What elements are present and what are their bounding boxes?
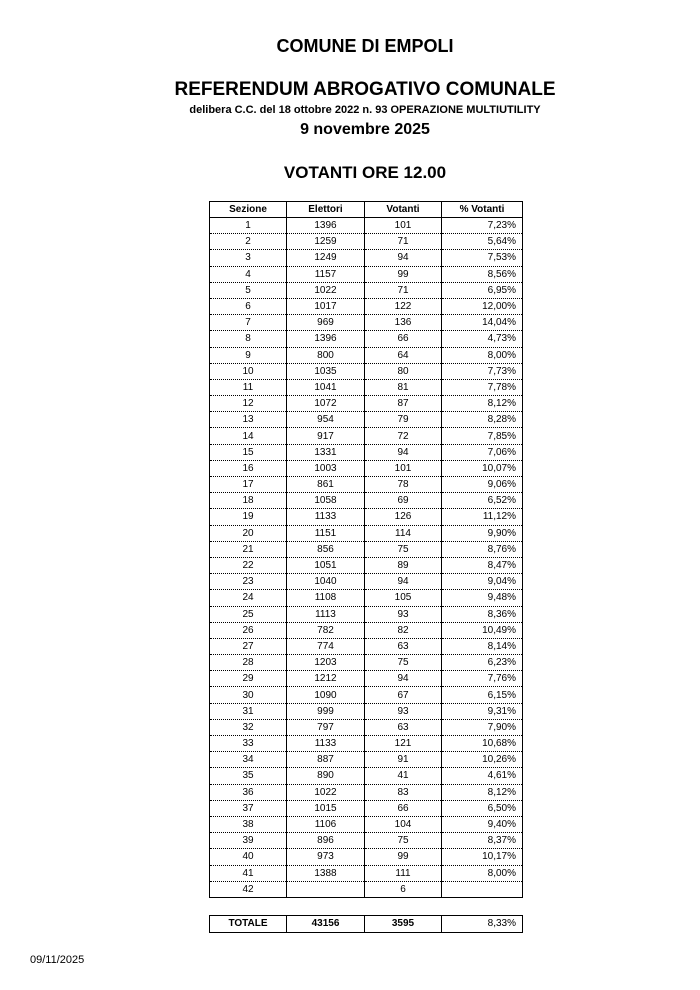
cell-sezione: 4 — [210, 266, 287, 282]
cell-percent-votanti: 9,48% — [442, 590, 523, 606]
cell-votanti: 126 — [365, 509, 442, 525]
cell-sezione: 29 — [210, 671, 287, 687]
cell-percent-votanti: 6,23% — [442, 655, 523, 671]
cell-sezione: 42 — [210, 881, 287, 897]
cell-votanti: 75 — [365, 833, 442, 849]
table-row — [210, 379, 523, 395]
total-table — [209, 915, 523, 933]
cell-elettori: 1108 — [287, 590, 365, 606]
cell-elettori: 1106 — [287, 816, 365, 832]
cell-percent-votanti: 8,00% — [442, 347, 523, 363]
cell-percent-votanti: 10,68% — [442, 736, 523, 752]
column-header-percent-votanti: % Votanti — [442, 202, 523, 218]
cell-sezione: 7 — [210, 315, 287, 331]
cell-votanti: 41 — [365, 768, 442, 784]
referendum-date: 9 novembre 2025 — [300, 121, 430, 138]
column-header-elettori: Elettori — [287, 202, 365, 218]
cell-sezione: 1 — [210, 218, 287, 234]
cell-votanti: 69 — [365, 493, 442, 509]
cell-percent-votanti: 8,28% — [442, 412, 523, 428]
cell-votanti: 66 — [365, 331, 442, 347]
table-header-row — [210, 202, 523, 218]
cell-sezione: 24 — [210, 590, 287, 606]
cell-elettori: 782 — [287, 622, 365, 638]
cell-elettori: 887 — [287, 752, 365, 768]
cell-elettori: 797 — [287, 719, 365, 735]
cell-votanti: 94 — [365, 444, 442, 460]
cell-percent-votanti: 10,17% — [442, 849, 523, 865]
cell-sezione: 18 — [210, 493, 287, 509]
cell-elettori: 1133 — [287, 509, 365, 525]
cell-sezione: 13 — [210, 412, 287, 428]
cell-votanti: 71 — [365, 282, 442, 298]
cell-votanti: 101 — [365, 218, 442, 234]
cell-elettori: 861 — [287, 477, 365, 493]
table-row — [210, 347, 523, 363]
cell-percent-votanti: 8,37% — [442, 833, 523, 849]
cell-sezione: 11 — [210, 379, 287, 395]
cell-votanti: 136 — [365, 315, 442, 331]
cell-votanti: 93 — [365, 606, 442, 622]
table-row — [210, 444, 523, 460]
table-row — [210, 833, 523, 849]
table-row — [210, 865, 523, 881]
cell-votanti: 101 — [365, 460, 442, 476]
total-votanti: 3595 — [365, 916, 442, 933]
table-row — [210, 574, 523, 590]
table-row — [210, 719, 523, 735]
cell-elettori: 1090 — [287, 687, 365, 703]
cell-elettori: 917 — [287, 428, 365, 444]
cell-elettori: 1072 — [287, 396, 365, 412]
cell-percent-votanti: 5,64% — [442, 234, 523, 250]
cell-sezione: 31 — [210, 703, 287, 719]
cell-elettori: 1133 — [287, 736, 365, 752]
cell-sezione: 8 — [210, 331, 287, 347]
footer-date: 09/11/2025 — [30, 954, 85, 966]
cell-percent-votanti: 10,49% — [442, 622, 523, 638]
table-row — [210, 557, 523, 573]
table-row — [210, 816, 523, 832]
table-row — [210, 315, 523, 331]
cell-percent-votanti: 7,73% — [442, 363, 523, 379]
cell-elettori: 1396 — [287, 331, 365, 347]
cell-sezione: 20 — [210, 525, 287, 541]
cell-elettori: 1151 — [287, 525, 365, 541]
table-row — [210, 768, 523, 784]
cell-sezione: 6 — [210, 298, 287, 314]
cell-sezione: 37 — [210, 800, 287, 816]
cell-percent-votanti: 9,40% — [442, 816, 523, 832]
table-row — [210, 525, 523, 541]
cell-elettori: 1041 — [287, 379, 365, 395]
cell-votanti: 91 — [365, 752, 442, 768]
cell-sezione: 30 — [210, 687, 287, 703]
cell-percent-votanti: 6,95% — [442, 282, 523, 298]
table-row — [210, 218, 523, 234]
cell-percent-votanti: 10,07% — [442, 460, 523, 476]
cell-elettori: 1022 — [287, 784, 365, 800]
cell-votanti: 64 — [365, 347, 442, 363]
cell-percent-votanti: 8,76% — [442, 541, 523, 557]
cell-sezione: 3 — [210, 250, 287, 266]
total-row — [210, 916, 523, 933]
cell-sezione: 23 — [210, 574, 287, 590]
resolution-subtitle: delibera C.C. del 18 ottobre 2022 n. 93 OPERAZIONE MULTIUTILITY — [189, 104, 541, 116]
cell-percent-votanti: 9,06% — [442, 477, 523, 493]
table-body — [210, 218, 523, 898]
table-row — [210, 493, 523, 509]
cell-elettori: 1331 — [287, 444, 365, 460]
cell-elettori: 1040 — [287, 574, 365, 590]
cell-elettori — [287, 881, 365, 897]
cell-sezione: 21 — [210, 541, 287, 557]
cell-votanti: 78 — [365, 477, 442, 493]
cell-elettori: 1015 — [287, 800, 365, 816]
cell-votanti: 63 — [365, 719, 442, 735]
turnout-section-title: VOTANTI ORE 12.00 — [283, 163, 447, 182]
cell-elettori: 1203 — [287, 655, 365, 671]
cell-elettori: 1157 — [287, 266, 365, 282]
table-row — [210, 671, 523, 687]
cell-percent-votanti: 4,73% — [442, 331, 523, 347]
cell-sezione: 36 — [210, 784, 287, 800]
cell-elettori: 1212 — [287, 671, 365, 687]
cell-sezione: 5 — [210, 282, 287, 298]
cell-sezione: 9 — [210, 347, 287, 363]
table-row — [210, 234, 523, 250]
cell-votanti: 99 — [365, 266, 442, 282]
cell-votanti: 114 — [365, 525, 442, 541]
cell-elettori: 1259 — [287, 234, 365, 250]
cell-votanti: 80 — [365, 363, 442, 379]
cell-votanti: 72 — [365, 428, 442, 444]
cell-sezione: 16 — [210, 460, 287, 476]
table-row — [210, 655, 523, 671]
table-row — [210, 849, 523, 865]
cell-elettori: 1388 — [287, 865, 365, 881]
cell-votanti: 94 — [365, 250, 442, 266]
cell-elettori: 896 — [287, 833, 365, 849]
cell-votanti: 104 — [365, 816, 442, 832]
cell-votanti: 83 — [365, 784, 442, 800]
cell-percent-votanti: 9,90% — [442, 525, 523, 541]
cell-percent-votanti: 10,26% — [442, 752, 523, 768]
cell-elettori: 1051 — [287, 557, 365, 573]
cell-percent-votanti: 7,90% — [442, 719, 523, 735]
cell-sezione: 40 — [210, 849, 287, 865]
column-header-votanti: Votanti — [365, 202, 442, 218]
table-row — [210, 250, 523, 266]
cell-sezione: 10 — [210, 363, 287, 379]
cell-percent-votanti — [442, 881, 523, 897]
cell-percent-votanti: 9,31% — [442, 703, 523, 719]
cell-sezione: 34 — [210, 752, 287, 768]
cell-percent-votanti: 7,76% — [442, 671, 523, 687]
column-header-sezione: Sezione — [210, 202, 287, 218]
table-row — [210, 800, 523, 816]
cell-votanti: 75 — [365, 655, 442, 671]
cell-sezione: 27 — [210, 638, 287, 654]
cell-elettori: 800 — [287, 347, 365, 363]
cell-elettori: 1003 — [287, 460, 365, 476]
cell-elettori: 1113 — [287, 606, 365, 622]
cell-percent-votanti: 7,53% — [442, 250, 523, 266]
cell-percent-votanti: 7,23% — [442, 218, 523, 234]
cell-elettori: 1017 — [287, 298, 365, 314]
cell-percent-votanti: 12,00% — [442, 298, 523, 314]
cell-sezione: 12 — [210, 396, 287, 412]
cell-percent-votanti: 14,04% — [442, 315, 523, 331]
cell-percent-votanti: 8,47% — [442, 557, 523, 573]
cell-sezione: 17 — [210, 477, 287, 493]
table-row — [210, 784, 523, 800]
cell-sezione: 39 — [210, 833, 287, 849]
cell-sezione: 2 — [210, 234, 287, 250]
cell-votanti: 94 — [365, 671, 442, 687]
table-row — [210, 736, 523, 752]
table-row — [210, 363, 523, 379]
table-row — [210, 396, 523, 412]
table-row — [210, 331, 523, 347]
cell-sezione: 38 — [210, 816, 287, 832]
cell-elettori: 890 — [287, 768, 365, 784]
turnout-table — [209, 201, 523, 898]
cell-votanti: 93 — [365, 703, 442, 719]
cell-sezione: 35 — [210, 768, 287, 784]
cell-votanti: 89 — [365, 557, 442, 573]
cell-elettori: 973 — [287, 849, 365, 865]
table-row — [210, 477, 523, 493]
cell-sezione: 26 — [210, 622, 287, 638]
referendum-title: REFERENDUM ABROGATIVO COMUNALE — [174, 79, 556, 100]
cell-elettori: 954 — [287, 412, 365, 428]
cell-elettori: 1058 — [287, 493, 365, 509]
cell-votanti: 67 — [365, 687, 442, 703]
cell-votanti: 79 — [365, 412, 442, 428]
cell-percent-votanti: 7,78% — [442, 379, 523, 395]
cell-votanti: 71 — [365, 234, 442, 250]
cell-elettori: 1035 — [287, 363, 365, 379]
table-row — [210, 703, 523, 719]
cell-votanti: 99 — [365, 849, 442, 865]
municipality-title: COMUNE DI EMPOLI — [276, 36, 454, 56]
cell-percent-votanti: 8,56% — [442, 266, 523, 282]
cell-sezione: 41 — [210, 865, 287, 881]
cell-sezione: 22 — [210, 557, 287, 573]
cell-percent-votanti: 7,06% — [442, 444, 523, 460]
cell-elettori: 856 — [287, 541, 365, 557]
table-row — [210, 622, 523, 638]
total-percent: 8,33% — [442, 916, 523, 933]
cell-percent-votanti: 4,61% — [442, 768, 523, 784]
table-row — [210, 752, 523, 768]
cell-sezione: 28 — [210, 655, 287, 671]
cell-elettori: 1249 — [287, 250, 365, 266]
table-row — [210, 638, 523, 654]
cell-votanti: 122 — [365, 298, 442, 314]
table-row — [210, 590, 523, 606]
table-row — [210, 282, 523, 298]
cell-votanti: 87 — [365, 396, 442, 412]
cell-percent-votanti: 6,15% — [442, 687, 523, 703]
cell-votanti: 82 — [365, 622, 442, 638]
cell-sezione: 25 — [210, 606, 287, 622]
cell-elettori: 999 — [287, 703, 365, 719]
table-row — [210, 412, 523, 428]
table-row — [210, 428, 523, 444]
cell-sezione: 32 — [210, 719, 287, 735]
total-label: TOTALE — [210, 916, 287, 933]
table-row — [210, 881, 523, 897]
table-row — [210, 298, 523, 314]
table-row — [210, 266, 523, 282]
cell-sezione: 15 — [210, 444, 287, 460]
cell-sezione: 33 — [210, 736, 287, 752]
cell-elettori: 774 — [287, 638, 365, 654]
cell-percent-votanti: 7,85% — [442, 428, 523, 444]
cell-votanti: 81 — [365, 379, 442, 395]
cell-votanti: 111 — [365, 865, 442, 881]
cell-percent-votanti: 6,52% — [442, 493, 523, 509]
cell-votanti: 66 — [365, 800, 442, 816]
cell-votanti: 6 — [365, 881, 442, 897]
cell-percent-votanti: 8,00% — [442, 865, 523, 881]
cell-votanti: 94 — [365, 574, 442, 590]
cell-elettori: 1022 — [287, 282, 365, 298]
cell-votanti: 75 — [365, 541, 442, 557]
cell-sezione: 14 — [210, 428, 287, 444]
cell-elettori: 1396 — [287, 218, 365, 234]
table-row — [210, 687, 523, 703]
table-row — [210, 606, 523, 622]
cell-percent-votanti: 8,36% — [442, 606, 523, 622]
cell-percent-votanti: 6,50% — [442, 800, 523, 816]
cell-votanti: 121 — [365, 736, 442, 752]
table-row — [210, 541, 523, 557]
cell-percent-votanti: 11,12% — [442, 509, 523, 525]
table-row — [210, 460, 523, 476]
cell-percent-votanti: 8,12% — [442, 784, 523, 800]
total-elettori: 43156 — [287, 916, 365, 933]
cell-percent-votanti: 8,14% — [442, 638, 523, 654]
table-row — [210, 509, 523, 525]
cell-votanti: 105 — [365, 590, 442, 606]
cell-votanti: 63 — [365, 638, 442, 654]
cell-percent-votanti: 8,12% — [442, 396, 523, 412]
cell-elettori: 969 — [287, 315, 365, 331]
cell-sezione: 19 — [210, 509, 287, 525]
cell-percent-votanti: 9,04% — [442, 574, 523, 590]
